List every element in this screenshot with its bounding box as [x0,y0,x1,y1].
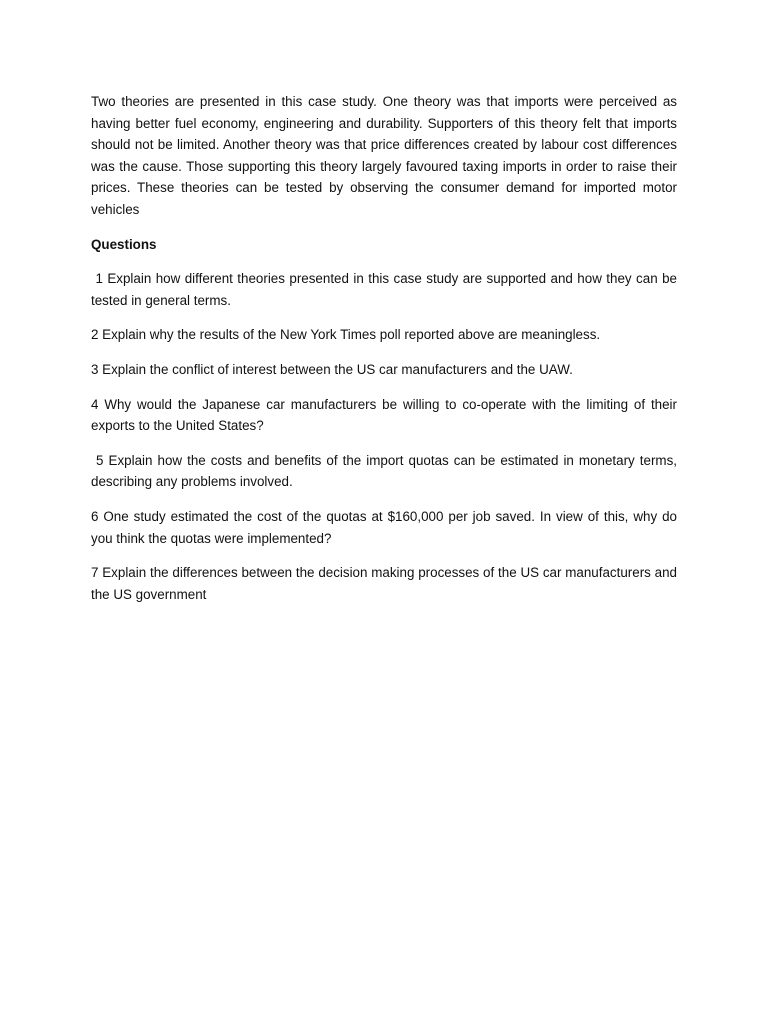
question-5: 5 Explain how the costs and benefits of the import quotas can be estimated in monetary terms, describing any problems involved. [91,452,681,490]
questions-heading: Questions [91,236,157,252]
question-7: 7 Explain the differences between the decision making processes of the US car manufacturers and the US government [91,565,677,602]
document-page [91,91,681,618]
question-4: 4 Why would the Japanese car manufacturers be willing to co-operate with the limiting of their exports to the United States? [91,396,677,434]
question-3: 3 Explain the conflict of interest between the US car manufacturers and the UAW. [91,361,573,377]
question-2: 2 Explain why the results of the New York Times poll reported above are meaningless. [91,327,601,343]
question-1: 1 Explain how different theories presented in this case study are supported and how they can be tested in general terms. [91,271,681,308]
intro-paragraph: Two theories are presented in this case study. One theory was that imports were perceived as having better fuel economy, engineering and durability. Supporters of this theory felt that imports should not be limited. Another theory was that price differences created by labour cost differences was the cause. Those supporting this theory largely favoured taxing imports in order to raise their prices. These theories can be tested by observing the consumer demand for imported motor vehicles [91,94,677,217]
question-6: 6 One study estimated the cost of the quotas at $160,000 per job saved. In view of this, why do you think the quotas were implemented? [91,508,677,546]
